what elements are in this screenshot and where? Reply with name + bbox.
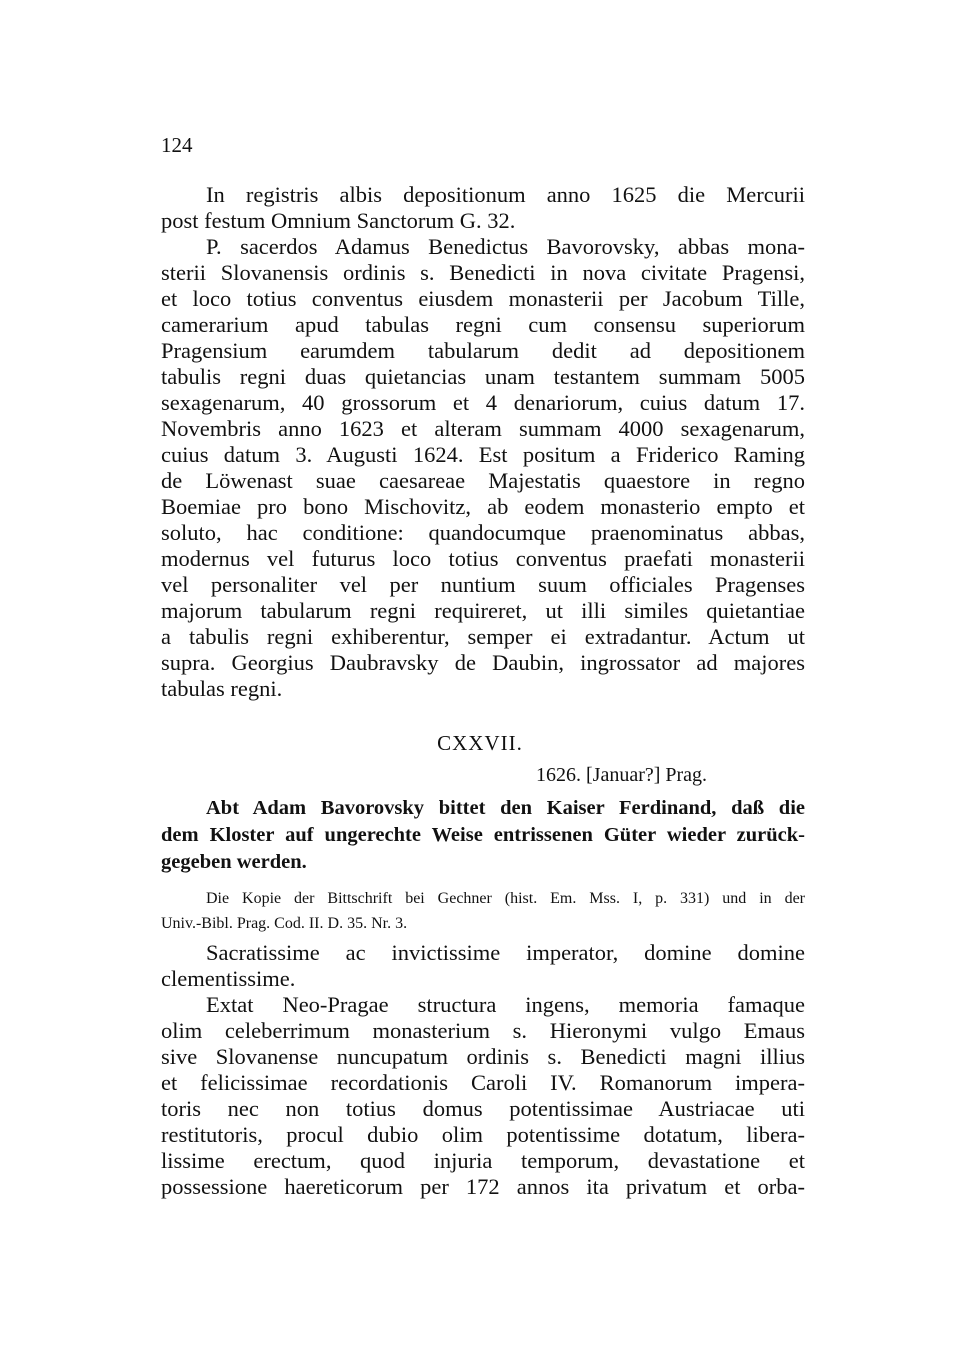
page-number: 124 (161, 133, 193, 157)
text-line: camerarium apud tabulas regni cum consensu superiorum (161, 312, 805, 337)
text-line: majorum tabularum regni requireret, ut illi similes quietantiae (161, 598, 805, 623)
text-line: Sacratissime ac invictissime imperator, domine domine (206, 940, 805, 965)
summary-paragraph (161, 795, 805, 876)
text-line: Pragensium earumdem tabularum dedit ad depositionem (161, 338, 805, 363)
text-line: et felicissimae recordationis Caroli IV. Romanorum impera- (161, 1070, 805, 1095)
text-line: possessione haereticorum per 172 annos ita privatum et orba- (161, 1174, 805, 1199)
text-line: et loco totius conventus eiusdem monasterii per Jacobum Tille, (161, 286, 805, 311)
text-line: vel personaliter vel per nuntium suum officiales Pragenses (161, 572, 805, 597)
text-line: sterii Slovanensis ordinis s. Benedicti in nova civitate Pragensi, (161, 260, 805, 285)
text-line: olim celeberrimum monasterium s. Hieronymi vulgo Emaus (161, 1018, 805, 1043)
note-line: Die Kopie der Bittschrift bei Gechner (hist. Em. Mss. I, p. 331) und in der (206, 890, 805, 907)
source-note (161, 886, 805, 936)
text-line: clementissime. (161, 966, 296, 991)
text-line: post festum Omnium Sanctorum G. 32. (161, 208, 516, 233)
text-line: lissime erectum, quod injuria temporum, devastatione et (161, 1148, 805, 1173)
text-line: modernus vel futurus loco totius conventus praefati monasterii (161, 546, 805, 571)
text-line: Novembris anno 1623 et alteram summam 4000 sexagenarum, (161, 416, 805, 441)
text-line: Extat Neo-Pragae structura ingens, memoria famaque (206, 992, 805, 1017)
summary-line: Abt Adam Bavorovsky bittet den Kaiser Ferdinand, daß die (206, 797, 805, 819)
letter-text (161, 940, 805, 1200)
text-line: sive Slovanense nuncupatum ordinis s. Benedicti magni illius (161, 1044, 805, 1069)
text-line: supra. Georgius Daubravsky de Daubin, ingrossator ad majores (161, 650, 805, 675)
note-line: Univ.-Bibl. Prag. Cod. II. D. 35. Nr. 3. (161, 915, 408, 932)
text-line: a tabulis regni exhiberentur, semper ei extradantur. Actum ut (161, 624, 805, 649)
text-line: tabulas regni. (161, 676, 283, 701)
text-line: sexagenarum, 40 grossorum et 4 denariorum, cuius datum 17. (161, 390, 805, 415)
text-line: P. sacerdos Adamus Benedictus Bavorovsky, abbas mona- (206, 234, 805, 259)
summary-line: gegeben werden. (161, 851, 307, 873)
text-line: toris nec non totius domus potentissimae Austriacae uti (161, 1096, 805, 1121)
summary-line: dem Kloster auf ungerechte Weise entrissenen Güter wieder zurück- (161, 824, 805, 846)
document-number: CXXVII. (437, 731, 523, 755)
text-line: Boemiae pro bono Mischovitz, ab eodem monasterio empto et (161, 494, 805, 519)
text-line: cuius datum 3. Augusti 1624. Est positum a Friderico Raming (161, 442, 805, 467)
record-paragraph (161, 182, 805, 702)
text-line: In registris albis depositionum anno 1625 die Mercurii (206, 182, 805, 207)
text-line: soluto, hac conditione: quandocumque praenominatus abbas, (161, 520, 805, 545)
text-line: restitutoris, procul dubio olim potentissime dotatum, libera- (161, 1122, 805, 1147)
dateline: 1626. [Januar?] Prag. (536, 764, 708, 786)
text-line: de Löwenast suae caesareae Majestatis quaestore in regno (161, 468, 805, 493)
text-line: tabulis regni duas quietancias unam testantem summam 5005 (161, 364, 805, 389)
